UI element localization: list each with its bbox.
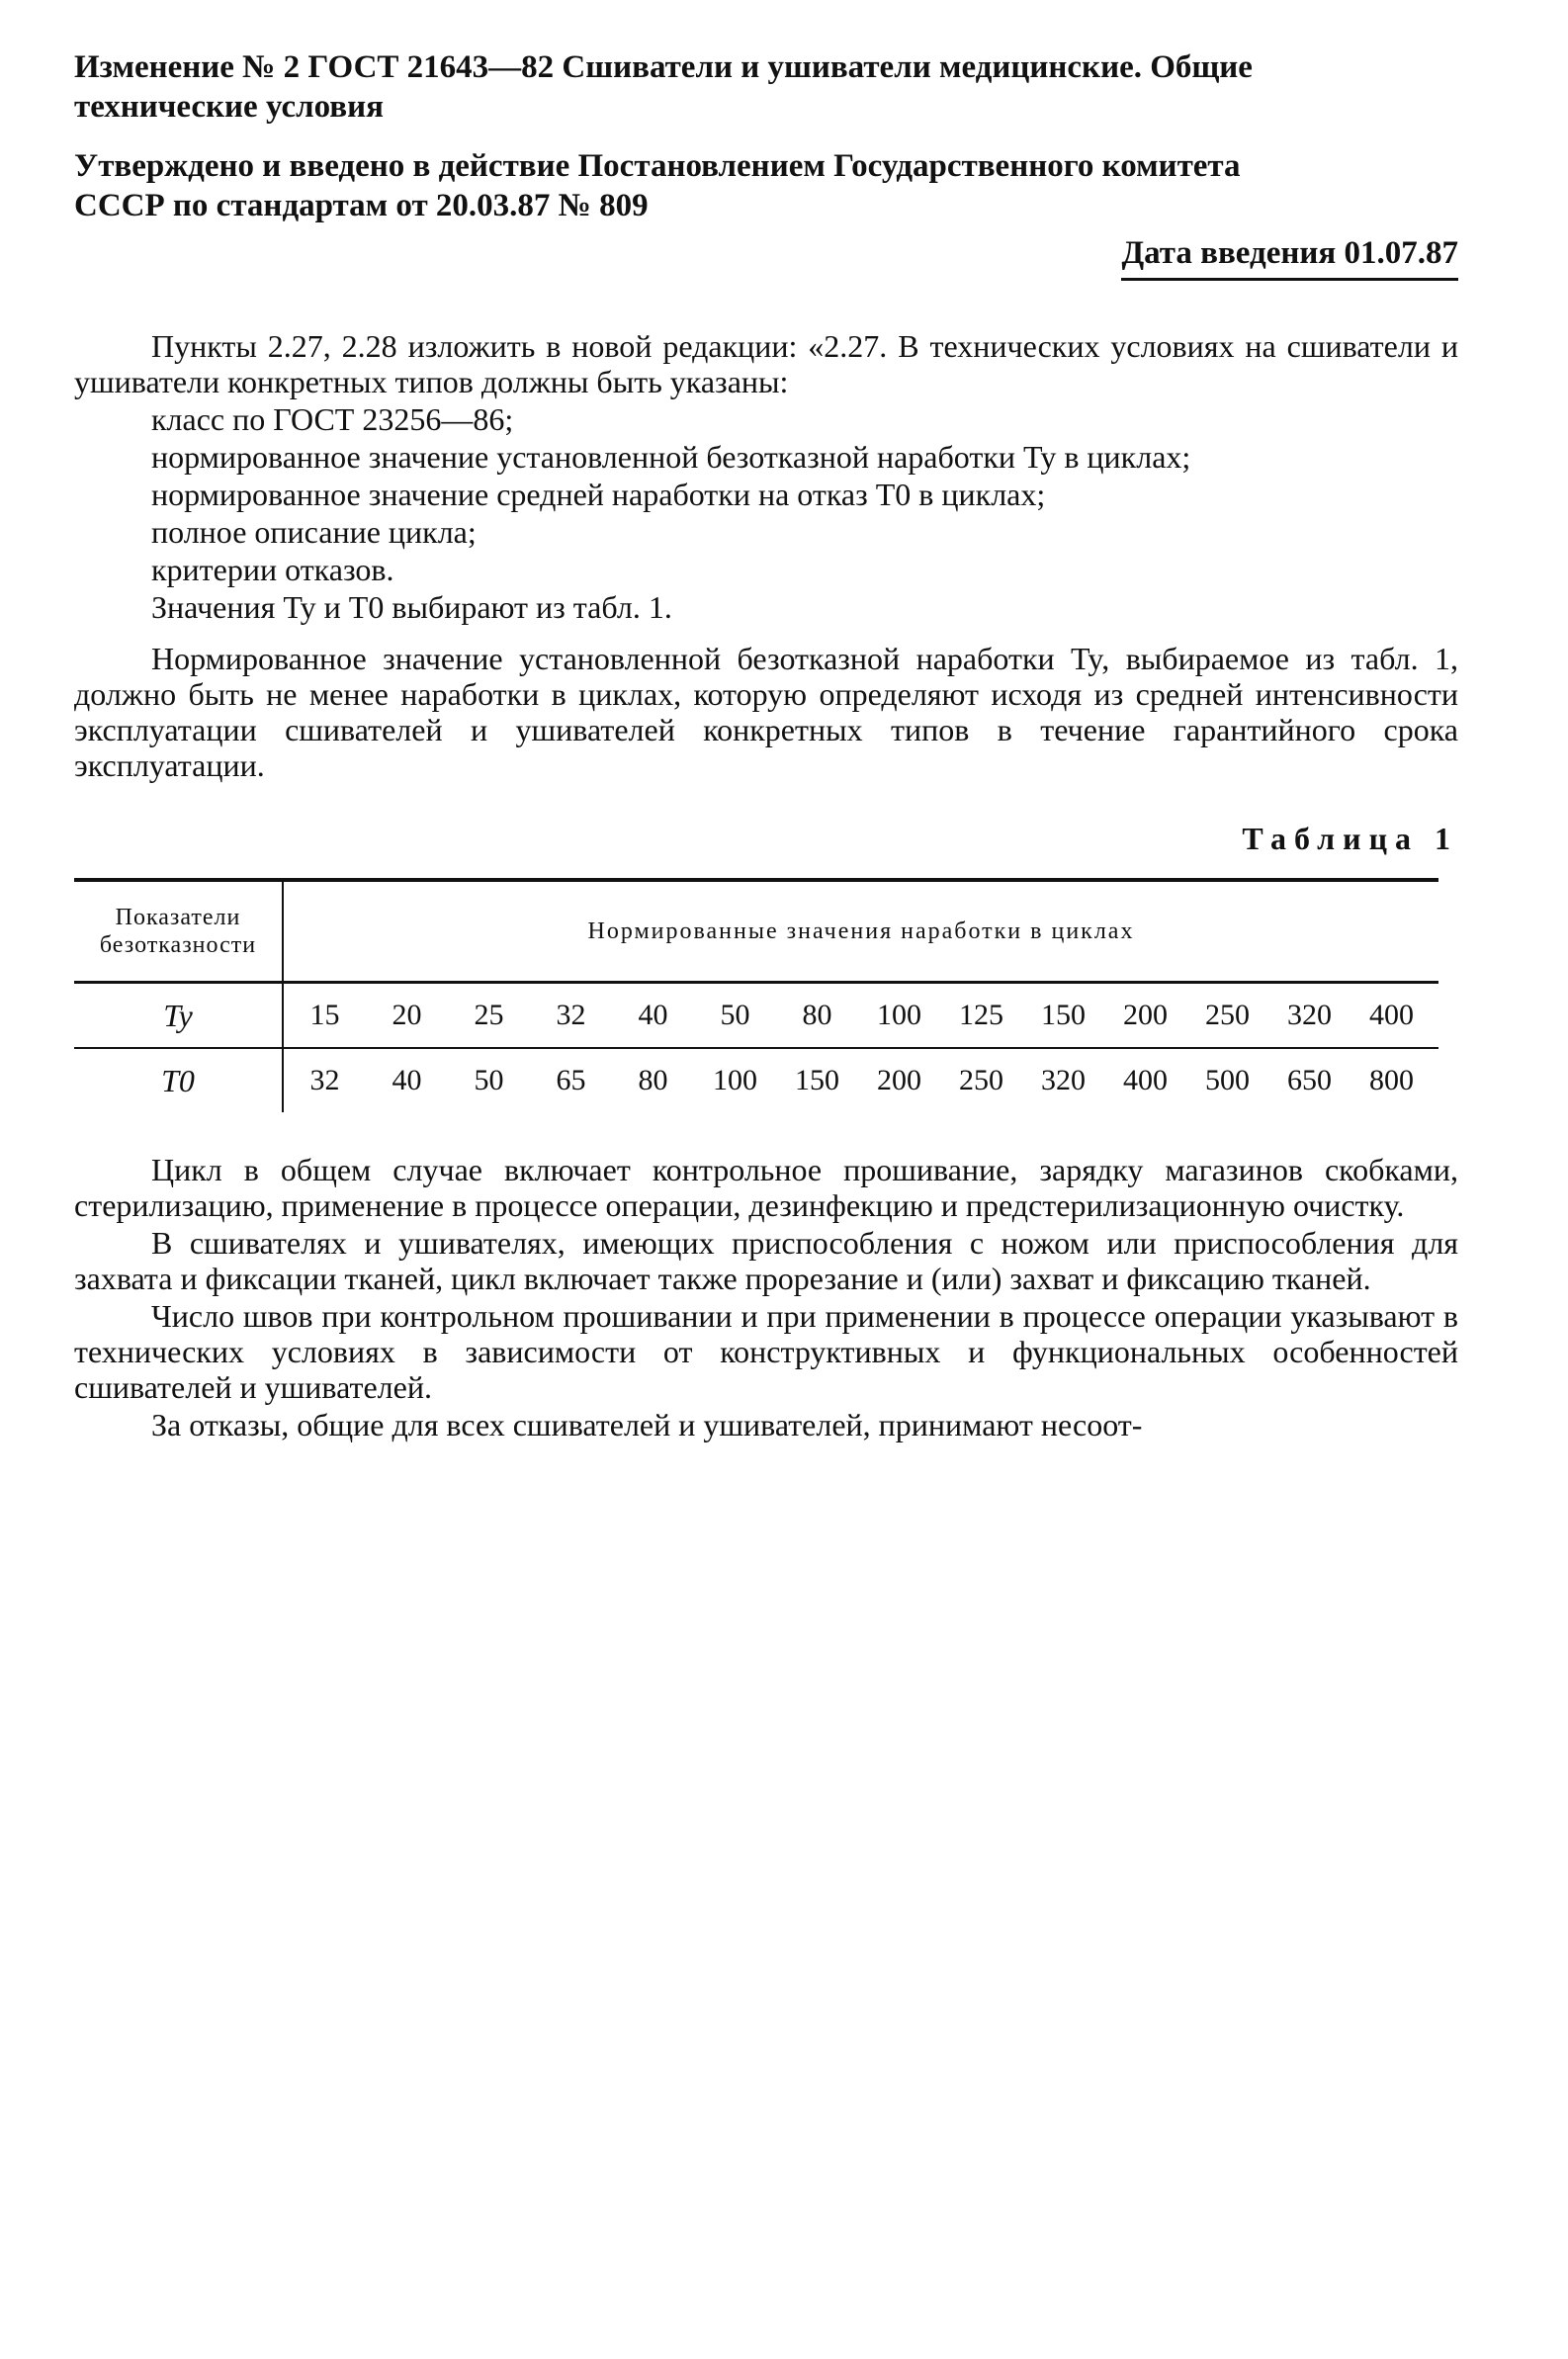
row-label-ty: [74, 983, 283, 1049]
t0-value-9: 320: [1041, 1064, 1086, 1096]
header-indicators-b: безотказности: [99, 932, 257, 958]
list-item-t0: нормированное значение средней наработки на отказ T0 в циклах;: [151, 477, 1046, 512]
list-item-class: класс по ГОСТ 23256—86;: [151, 401, 514, 437]
table-header-row: [74, 880, 1438, 983]
t0-value-13: 800: [1369, 1064, 1414, 1096]
ty-value-4: 40: [638, 999, 668, 1031]
t0-value-12: 650: [1287, 1064, 1332, 1096]
t0-value-3: 65: [556, 1064, 586, 1096]
document-page: [74, 47, 1458, 1444]
ty-value-0: 15: [309, 999, 340, 1031]
ty-value-11: 250: [1205, 999, 1250, 1031]
list-item-ty: нормированное значение установленной безотказной наработки Ty в циклах;: [151, 439, 1191, 475]
ty-value-5: 50: [720, 999, 750, 1031]
row-values-t0: [283, 1048, 1438, 1112]
row-label-ty-text: Ty: [163, 998, 193, 1033]
body-text: [74, 328, 1458, 1442]
t0-value-10: 400: [1123, 1064, 1168, 1096]
approval-line: Утверждено и введено в действие Постановлением Государственного комитета: [74, 148, 1241, 184]
list-item-cycle: полное описание цикла;: [151, 514, 477, 550]
reliability-table: [74, 878, 1438, 1112]
ty-value-2: 25: [474, 999, 504, 1031]
table-row-t0: [74, 1048, 1438, 1112]
amendment-title: Изменение № 2 ГОСТ 21643—82 Сшиватели и ушиватели медицинские. Общие: [74, 49, 1253, 85]
ty-value-8: 125: [959, 999, 1003, 1031]
t0-value-5: 100: [713, 1064, 757, 1096]
row-values-ty: [283, 983, 1438, 1049]
after-table-text: [74, 1152, 1458, 1442]
list-item-values: Значения Ty и T0 выбирают из табл. 1.: [151, 589, 672, 625]
approval-block: [74, 146, 1458, 225]
t0-value-2: 50: [474, 1064, 504, 1096]
table-caption: Таблица 1: [1242, 821, 1458, 856]
ty-value-10: 200: [1123, 999, 1168, 1031]
row-label-t0: [74, 1048, 283, 1112]
table-header-indicators: [74, 880, 283, 983]
t0-value-1: 40: [392, 1064, 422, 1096]
ty-value-3: 32: [556, 999, 586, 1031]
header-indicators-a: Показатели: [115, 905, 241, 930]
paragraph-5: Число швов при контрольном прошивании и при применении в процессе операции указывают в технических условиях в зависимости от конструктивных и функциональных особенностей сшивателей и ушивателей.: [74, 1298, 1458, 1405]
t0-value-0: 32: [309, 1064, 340, 1096]
t0-value-8: 250: [959, 1064, 1003, 1096]
paragraph-2: Нормированное значение установленной безотказной наработки Ty, выбираемое из табл. 1, должно быть не менее наработки в циклах, которую определяют исходя из средней интенсивности эксплуатации сшивателей и ушивателей конкретных типов в течение гарантийного срока эксплуатации.: [74, 641, 1458, 783]
row-label-t0-text: T0: [161, 1063, 195, 1098]
table-row-ty: [74, 983, 1438, 1049]
table-header-values: Нормированные значения наработки в циклах: [283, 880, 1438, 983]
paragraph-6: За отказы, общие для всех сшивателей и ушивателей, принимают несоот-: [151, 1407, 1143, 1442]
document-header: [74, 47, 1458, 225]
t0-value-6: 150: [795, 1064, 839, 1096]
list-item-criteria: критерии отказов.: [151, 552, 394, 587]
t0-value-11: 500: [1205, 1064, 1250, 1096]
amendment-title-cont: технические условия: [74, 89, 384, 125]
approval-line-cont: СССР по стандартам от 20.03.87 № 809: [74, 188, 649, 223]
paragraph-3: Цикл в общем случае включает контрольное прошивание, зарядку магазинов скобками, стерилизацию, применение в процессе операции, дезинфекцию и предстерилизационную очистку.: [74, 1152, 1458, 1223]
ty-value-6: 80: [802, 999, 832, 1031]
t0-value-4: 80: [638, 1064, 668, 1096]
ty-value-7: 100: [877, 999, 921, 1031]
ty-value-9: 150: [1041, 999, 1086, 1031]
paragraph-1: Пункты 2.27, 2.28 изложить в новой редакции: «2.27. В технических условиях на сшиватели и ушиватели конкретных типов должны быть указаны:: [74, 328, 1458, 399]
paragraph-4: В сшивателях и ушивателях, имеющих приспособления с ножом или приспособления для захвата и фиксации тканей, цикл включает также прорезание и (или) захват и фиксацию тканей.: [74, 1225, 1458, 1296]
ty-value-12: 320: [1287, 999, 1332, 1031]
t0-value-7: 200: [877, 1064, 921, 1096]
ty-value-1: 20: [392, 999, 422, 1031]
intro-date-text: Дата введения 01.07.87: [1121, 235, 1458, 281]
ty-value-13: 400: [1369, 999, 1414, 1031]
intro-date: [74, 235, 1458, 281]
